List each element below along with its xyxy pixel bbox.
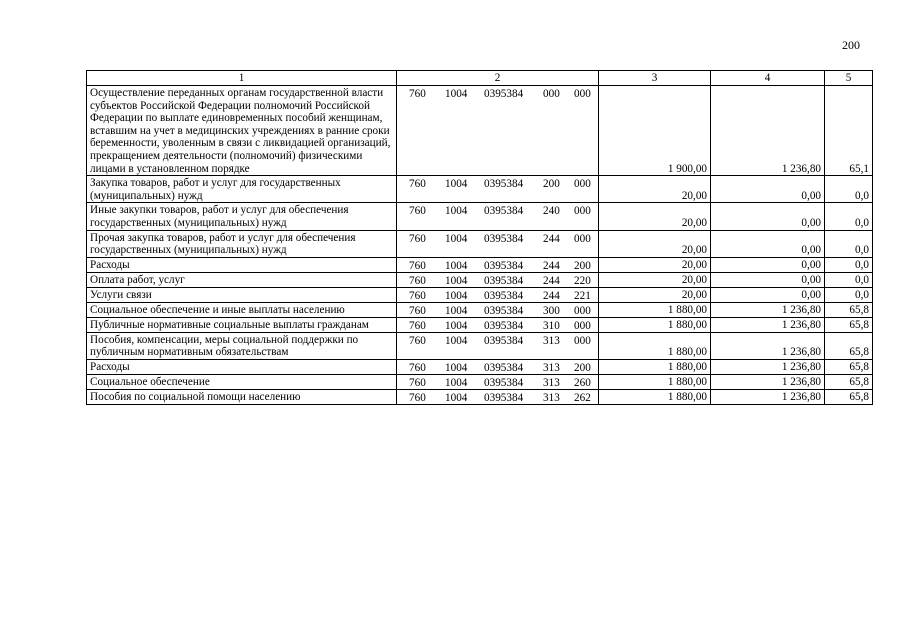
row-name: Иные закупки товаров, работ и услуг для обеспечения государственных (муниципальных) нужд [87, 203, 397, 230]
row-codes [397, 230, 599, 257]
row-col3-amount: 20,00 [599, 257, 711, 272]
row-codes [397, 332, 599, 359]
row-col5-percent: 65,8 [825, 359, 873, 374]
row-col3-amount: 1 900,00 [599, 86, 711, 176]
header-col-2: 2 [397, 71, 599, 86]
code-section: 1004 [445, 304, 468, 317]
row-name: Социальное обеспечение [87, 374, 397, 389]
row-name: Пособия по социальной помощи населению [87, 389, 397, 404]
table-row [87, 272, 873, 287]
row-name: Публичные нормативные социальные выплаты гражданам [87, 317, 397, 332]
row-col5-percent: 0,0 [825, 272, 873, 287]
code-expense-type: 313 [543, 361, 560, 374]
code-admin: 760 [409, 319, 426, 332]
code-admin: 760 [409, 274, 426, 287]
code-section: 1004 [445, 319, 468, 332]
row-codes [397, 374, 599, 389]
code-kosgu: 000 [574, 319, 591, 332]
code-article: 0395384 [484, 361, 524, 374]
code-expense-type: 244 [543, 232, 560, 245]
code-article: 0395384 [484, 88, 524, 100]
row-col4-amount: 0,00 [711, 230, 825, 257]
row-codes [397, 176, 599, 203]
code-admin: 760 [409, 88, 426, 100]
code-expense-type: 244 [543, 259, 560, 272]
row-col4-amount: 1 236,80 [711, 374, 825, 389]
code-section: 1004 [445, 259, 468, 272]
row-codes [397, 86, 599, 176]
table-header [87, 71, 873, 86]
row-name: Социальное обеспечение и иные выплаты населению [87, 302, 397, 317]
row-col3-amount: 1 880,00 [599, 374, 711, 389]
code-expense-type: 244 [543, 274, 560, 287]
code-kosgu: 262 [574, 391, 591, 404]
budget-table [86, 70, 873, 405]
row-name: Расходы [87, 359, 397, 374]
table-row [87, 302, 873, 317]
code-kosgu: 220 [574, 274, 591, 287]
code-section: 1004 [445, 88, 468, 100]
row-col5-percent: 0,0 [825, 287, 873, 302]
code-kosgu: 200 [574, 361, 591, 374]
row-codes [397, 359, 599, 374]
code-kosgu: 200 [574, 259, 591, 272]
row-codes [397, 203, 599, 230]
code-section: 1004 [445, 232, 468, 245]
table-row [87, 389, 873, 404]
row-col4-amount: 1 236,80 [711, 302, 825, 317]
row-name: Пособия, компенсации, меры социальной поддержки по публичным нормативным обязательствам [87, 332, 397, 359]
table-row [87, 86, 873, 176]
code-expense-type: 310 [543, 319, 560, 332]
row-col4-amount: 1 236,80 [711, 359, 825, 374]
header-col-4: 4 [711, 71, 825, 86]
code-kosgu: 000 [574, 178, 591, 191]
code-admin: 760 [409, 259, 426, 272]
row-col5-percent: 0,0 [825, 230, 873, 257]
code-admin: 760 [409, 289, 426, 302]
code-kosgu: 000 [574, 232, 591, 245]
table-row [87, 317, 873, 332]
row-name: Осуществление переданных органам государственной власти субъектов Российской Федерации полномочий Российской Федерации по выплате единовременных пособий женщинам, вставшим на учет в медицинских учреждениях в ранние сроки беременности, уволенным в связи с ликвидацией организаций, прекращением деятельности (полномочий) физическими лицами в установленном порядке [87, 86, 397, 176]
code-kosgu: 260 [574, 376, 591, 389]
code-article: 0395384 [484, 334, 524, 347]
code-section: 1004 [445, 391, 468, 404]
row-col3-amount: 1 880,00 [599, 332, 711, 359]
row-codes [397, 257, 599, 272]
code-admin: 760 [409, 232, 426, 245]
page-number: 200 [842, 38, 860, 52]
table-row [87, 257, 873, 272]
code-article: 0395384 [484, 232, 524, 245]
row-col4-amount: 0,00 [711, 257, 825, 272]
code-kosgu: 000 [574, 304, 591, 317]
header-row [87, 71, 873, 86]
code-expense-type: 244 [543, 289, 560, 302]
code-article: 0395384 [484, 274, 524, 287]
row-name: Закупка товаров, работ и услуг для государственных (муниципальных) нужд [87, 176, 397, 203]
row-col3-amount: 20,00 [599, 203, 711, 230]
code-article: 0395384 [484, 178, 524, 191]
code-section: 1004 [445, 376, 468, 389]
row-col5-percent: 65,1 [825, 86, 873, 176]
row-col5-percent: 65,8 [825, 332, 873, 359]
code-expense-type: 000 [543, 88, 560, 100]
row-col5-percent: 0,0 [825, 257, 873, 272]
row-col3-amount: 1 880,00 [599, 359, 711, 374]
row-col5-percent: 65,8 [825, 374, 873, 389]
row-col3-amount: 20,00 [599, 176, 711, 203]
code-admin: 760 [409, 391, 426, 404]
row-col4-amount: 1 236,80 [711, 86, 825, 176]
table-row [87, 203, 873, 230]
code-article: 0395384 [484, 391, 524, 404]
row-name: Услуги связи [87, 287, 397, 302]
header-col-5: 5 [825, 71, 873, 86]
row-col4-amount: 0,00 [711, 176, 825, 203]
code-section: 1004 [445, 289, 468, 302]
code-expense-type: 313 [543, 334, 560, 347]
row-col5-percent: 0,0 [825, 203, 873, 230]
table-row [87, 374, 873, 389]
row-col5-percent: 65,8 [825, 389, 873, 404]
code-admin: 760 [409, 376, 426, 389]
row-col3-amount: 1 880,00 [599, 317, 711, 332]
code-kosgu: 000 [574, 334, 591, 347]
header-col-3: 3 [599, 71, 711, 86]
row-col4-amount: 1 236,80 [711, 332, 825, 359]
code-kosgu: 000 [574, 88, 591, 100]
code-admin: 760 [409, 205, 426, 218]
row-codes [397, 389, 599, 404]
table-row [87, 287, 873, 302]
table-row [87, 332, 873, 359]
code-expense-type: 240 [543, 205, 560, 218]
code-article: 0395384 [484, 319, 524, 332]
row-col3-amount: 1 880,00 [599, 302, 711, 317]
row-col4-amount: 0,00 [711, 287, 825, 302]
code-article: 0395384 [484, 205, 524, 218]
row-col3-amount: 20,00 [599, 272, 711, 287]
code-admin: 760 [409, 361, 426, 374]
row-col4-amount: 1 236,80 [711, 317, 825, 332]
header-col-1: 1 [87, 71, 397, 86]
code-kosgu: 221 [574, 289, 591, 302]
code-article: 0395384 [484, 304, 524, 317]
row-col3-amount: 20,00 [599, 230, 711, 257]
code-article: 0395384 [484, 259, 524, 272]
row-name: Прочая закупка товаров, работ и услуг для обеспечения государственных (муниципальных) нужд [87, 230, 397, 257]
row-col4-amount: 0,00 [711, 272, 825, 287]
row-col4-amount: 0,00 [711, 203, 825, 230]
code-section: 1004 [445, 205, 468, 218]
row-codes [397, 287, 599, 302]
code-expense-type: 313 [543, 391, 560, 404]
row-name: Расходы [87, 257, 397, 272]
code-kosgu: 000 [574, 205, 591, 218]
row-name: Оплата работ, услуг [87, 272, 397, 287]
code-section: 1004 [445, 274, 468, 287]
row-col5-percent: 65,8 [825, 302, 873, 317]
code-expense-type: 200 [543, 178, 560, 191]
code-section: 1004 [445, 178, 468, 191]
table-row [87, 230, 873, 257]
code-expense-type: 313 [543, 376, 560, 389]
code-section: 1004 [445, 361, 468, 374]
row-col5-percent: 0,0 [825, 176, 873, 203]
code-admin: 760 [409, 334, 426, 347]
row-col5-percent: 65,8 [825, 317, 873, 332]
code-section: 1004 [445, 334, 468, 347]
row-col4-amount: 1 236,80 [711, 389, 825, 404]
table-row [87, 176, 873, 203]
code-article: 0395384 [484, 376, 524, 389]
row-codes [397, 272, 599, 287]
table-body [87, 86, 873, 405]
row-codes [397, 302, 599, 317]
table-row [87, 359, 873, 374]
row-codes [397, 317, 599, 332]
code-admin: 760 [409, 178, 426, 191]
row-col3-amount: 1 880,00 [599, 389, 711, 404]
code-admin: 760 [409, 304, 426, 317]
code-expense-type: 300 [543, 304, 560, 317]
row-col3-amount: 20,00 [599, 287, 711, 302]
code-article: 0395384 [484, 289, 524, 302]
